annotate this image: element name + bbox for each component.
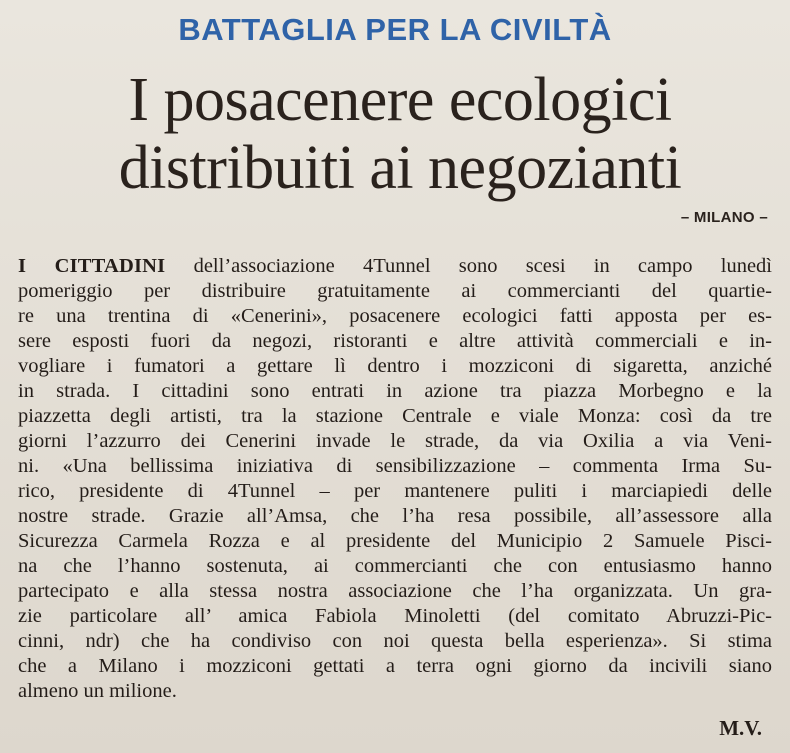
body-line: pomeriggio per distribuire gratuitamente ai commercianti del quartie- — [18, 280, 772, 302]
body-line: nostre strade. Grazie all’Amsa, che l’ha resa possibile, all’assessore alla — [18, 505, 772, 527]
body-line: re una trentina di «Cenerini», posacenere ecologici fatti apposta per es- — [18, 305, 772, 327]
body-line: che a Milano i mozziconi gettati a terra ogni giorno da incivili siano — [18, 655, 772, 677]
body-line: vogliare i fumatori a gettare lì dentro i mozziconi di sigaretta, anziché — [18, 355, 772, 377]
body-line: rico, presidente di 4Tunnel – per mantenere puliti i marciapiedi delle — [18, 480, 772, 502]
body-line: ni. «Una bellissima iniziativa di sensibilizzazione – commenta Irma Su- — [18, 455, 772, 477]
body-line: in strada. I cittadini sono entrati in azione tra piazza Morbegno e la — [18, 380, 772, 402]
body-line: giorni l’azzurro dei Cenerini invade le strade, da via Oxilia a via Veni- — [18, 430, 772, 452]
dateline: – MILANO – — [680, 209, 768, 226]
lead-in: I CITTADINI — [18, 255, 166, 277]
author-signature: M.V. — [719, 716, 762, 740]
body-line: partecipato e alla stessa nostra associazione che l’ha organizzata. Un gra- — [18, 580, 772, 602]
body-line: piazzetta degli artisti, tra la stazione Centrale e viale Monza: così da tre — [18, 405, 772, 427]
body-line: Sicurezza Carmela Rozza e al presidente del Municipio 2 Samuele Pisci- — [18, 530, 772, 552]
section-kicker: BATTAGLIA PER LA CIVILTÀ — [178, 12, 612, 47]
body-line: na che l’hanno sostenuta, ai commercianti che con entusiasmo hanno — [18, 555, 772, 577]
body-line: sere esposti fuori da negozi, ristoranti e altre attività commerciali e in- — [18, 330, 772, 352]
body-line: cinni, ndr) che ha condiviso con noi questa bella esperienza». Si stima — [18, 630, 772, 652]
article-body — [18, 254, 772, 704]
headline-line-2: distribuiti ai negozianti — [118, 134, 682, 202]
headline — [60, 66, 740, 202]
body-line-last: almeno un milione. — [18, 680, 177, 702]
body-line: I CITTADINI dell’associazione 4Tunnel sono scesi in campo lunedì — [18, 255, 772, 277]
body-line: zie particolare all’ amica Fabiola Minoletti (del comitato Abruzzi-Pic- — [18, 605, 772, 627]
headline-line-1: I posacenere ecologici — [128, 66, 672, 134]
